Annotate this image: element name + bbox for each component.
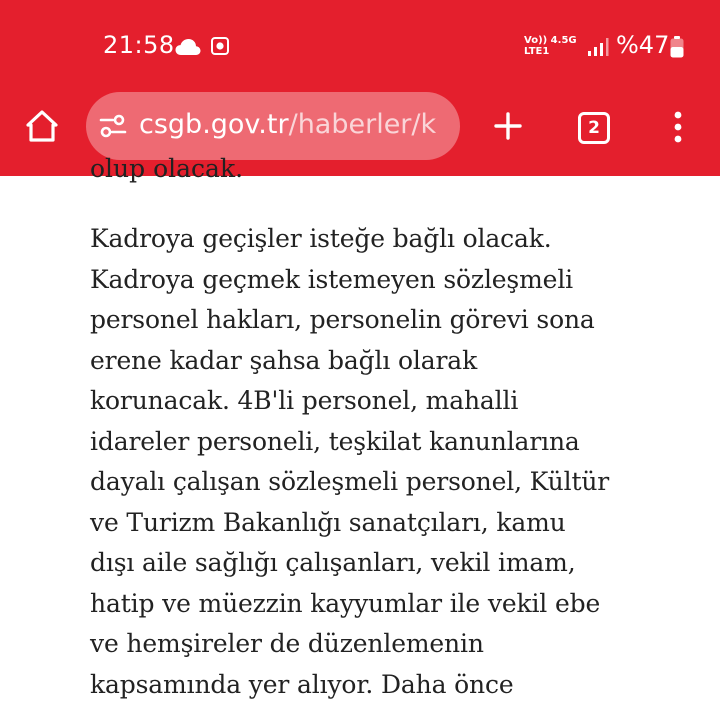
battery-icon	[670, 36, 684, 58]
article-line: Kadroya geçmek istemeyen sözleşmeli	[90, 260, 609, 301]
home-button[interactable]	[20, 104, 64, 148]
site-settings-icon[interactable]	[100, 114, 126, 138]
tab-switcher-button[interactable]	[576, 111, 610, 143]
browser-chrome	[0, 0, 720, 176]
tab-count: 2	[578, 113, 610, 143]
cloud-icon	[175, 38, 201, 56]
url-text	[139, 109, 436, 140]
article-line: idareler personeli, teşkilat kanunlarına	[90, 422, 609, 463]
network-type-label: Vo)) 4.5G	[524, 35, 577, 46]
article-line: personel hakları, personelin görevi sona	[90, 300, 609, 341]
article-line: kapsamında yer alıyor. Daha önce	[90, 665, 609, 705]
home-icon	[24, 108, 60, 144]
status-time: 21:58	[103, 31, 175, 59]
article-line: dışı aile sağlığı çalışanları, vekil imam,	[90, 543, 609, 584]
network-sim-label: LTE1	[524, 46, 549, 57]
more-vert-icon[interactable]	[664, 110, 692, 144]
address-bar[interactable]	[86, 92, 460, 160]
plus-icon	[493, 111, 523, 141]
battery-percentage: %47	[616, 31, 669, 59]
article-line: erene kadar şahsa bağlı olarak	[90, 341, 609, 382]
new-tab-button[interactable]	[488, 106, 528, 146]
article-line: korunacak. 4B'li personel, mahalli	[90, 381, 609, 422]
url-domain: csgb.gov.tr	[139, 109, 289, 140]
article-line: dayalı çalışan sözleşmeli personel, Kültür	[90, 462, 609, 503]
status-bar	[0, 0, 720, 92]
article-line: ve Turizm Bakanlığı sanatçıları, kamu	[90, 503, 609, 544]
article-partial-line: olup olacak.	[90, 154, 243, 183]
article-body	[0, 176, 720, 698]
article-paragraph	[90, 219, 609, 705]
article-line: hatip ve müezzin kayyumlar ile vekil ebe	[90, 584, 609, 625]
article-line: ve hemşireler de düzenlemenin	[90, 624, 609, 665]
url-path: /haberler/k	[289, 109, 437, 140]
signal-icon	[587, 37, 609, 57]
article-line: Kadroya geçişler isteğe bağlı olacak.	[90, 219, 609, 260]
screen-recorder-icon	[211, 37, 229, 55]
